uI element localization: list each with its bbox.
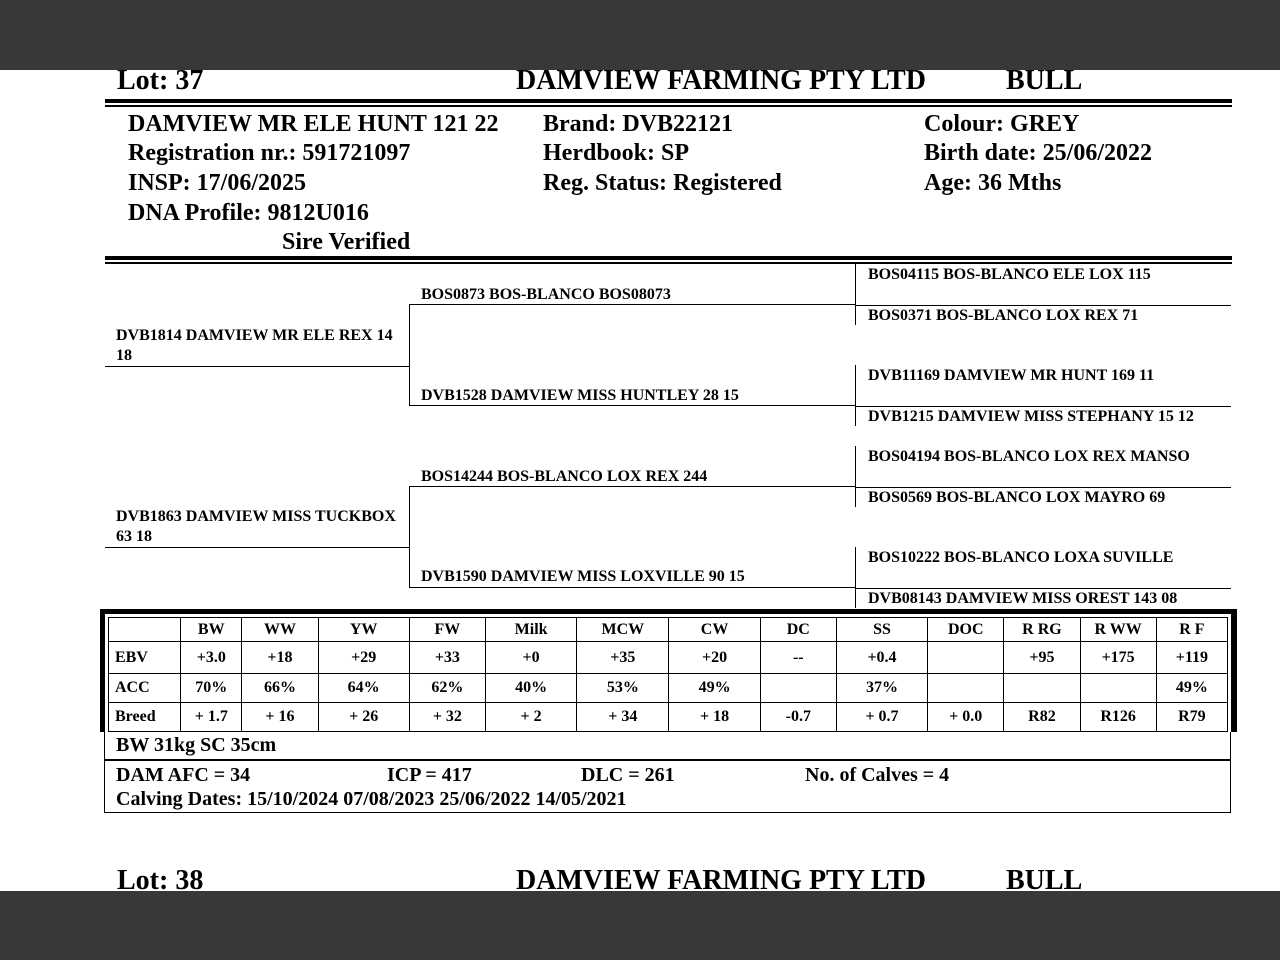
animal-name: DAMVIEW MR ELE HUNT 121 22: [128, 111, 499, 137]
table-cell: 70%: [181, 674, 242, 703]
table-cell: [1004, 674, 1080, 703]
sire-dam-name: DVB1528 DAMVIEW MISS HUNTLEY 28 15: [421, 387, 739, 404]
table-cell: -0.7: [760, 703, 836, 732]
dam-stats-box: [104, 761, 1231, 813]
dam-dam-name: DVB1590 DAMVIEW MISS LOXVILLE 90 15: [421, 568, 745, 585]
measurements-box: [104, 732, 1231, 761]
header-cell: FW: [409, 618, 485, 642]
ggp-name: DVB11169 DAMVIEW MR HUNT 169 11: [868, 367, 1155, 384]
viewer-top-bar: [0, 0, 1280, 70]
ggp-connector-2: [855, 365, 856, 426]
table-cell: + 34: [577, 703, 669, 732]
header-cell: [109, 618, 181, 642]
reg-status: Reg. Status: Registered: [543, 170, 782, 196]
header-rule: [105, 99, 1232, 103]
table-cell: 66%: [242, 674, 318, 703]
ggp-name: DVB08143 DAMVIEW MISS OREST 143 08: [868, 590, 1178, 607]
table-cell: [928, 674, 1004, 703]
header-cell: YW: [318, 618, 409, 642]
table-cell: --: [760, 642, 836, 674]
ebv-header-row: [109, 618, 1228, 642]
table-cell: [1080, 674, 1156, 703]
sex-label: BULL: [1006, 865, 1083, 891]
ggp-connector-3: [855, 446, 856, 507]
calving-dates: Calving Dates: 15/10/2024 07/08/2023 25/06/2022 14/05/2021: [116, 788, 627, 810]
dlc: DLC = 261: [581, 764, 675, 786]
table-cell: R79: [1156, 703, 1227, 732]
age: Age: 36 Mths: [924, 170, 1062, 196]
table-cell: 49%: [669, 674, 760, 703]
dam-connector: [409, 486, 410, 588]
table-cell: + 0.0: [928, 703, 1004, 732]
ggp-name: BOS0371 BOS-BLANCO LOX REX 71: [868, 307, 1139, 324]
viewer-bottom-bar: [0, 891, 1280, 960]
header-cell: R F: [1156, 618, 1227, 642]
farm-name: DAMVIEW FARMING PTY LTD: [516, 70, 926, 96]
measurements: BW 31kg SC 35cm: [116, 734, 277, 756]
sire-name: DVB1814 DAMVIEW MR ELE REX 14 18: [116, 327, 393, 364]
table-cell: [928, 642, 1004, 674]
birth-date: Birth date: 25/06/2022: [924, 140, 1152, 166]
ebv-frame-top: [100, 609, 1237, 614]
table-cell: 53%: [577, 674, 669, 703]
header-cell: DC: [760, 618, 836, 642]
ebv-frame-right: [1231, 609, 1237, 732]
breed-row: [109, 703, 1228, 732]
header-cell: DOC: [928, 618, 1004, 642]
pedigree-top-rule: [105, 256, 1232, 260]
dam-line: [105, 547, 409, 548]
row-label: EBV: [109, 642, 181, 674]
header-cell: BW: [181, 618, 242, 642]
header-cell: SS: [836, 618, 927, 642]
header-cell: MCW: [577, 618, 669, 642]
table-cell: + 2: [485, 703, 576, 732]
ggp-name: BOS04115 BOS-BLANCO ELE LOX 115: [868, 266, 1151, 283]
sire-line: [105, 366, 409, 367]
table-cell: + 32: [409, 703, 485, 732]
number-of-calves: No. of Calves = 4: [805, 764, 950, 786]
ebv-table: [108, 617, 1228, 732]
table-cell: + 18: [669, 703, 760, 732]
ggp-name: DVB1215 DAMVIEW MISS STEPHANY 15 12: [868, 408, 1194, 425]
table-cell: +35: [577, 642, 669, 674]
table-cell: +18: [242, 642, 318, 674]
table-cell: +33: [409, 642, 485, 674]
table-cell: 37%: [836, 674, 927, 703]
table-cell: +119: [1156, 642, 1227, 674]
document-page: [0, 70, 1280, 891]
header-cell: CW: [669, 618, 760, 642]
table-cell: R126: [1080, 703, 1156, 732]
ggp-connector-1: [855, 264, 856, 325]
colour: Colour: GREY: [924, 111, 1080, 137]
dam-afc: DAM AFC = 34: [116, 764, 251, 786]
table-cell: 40%: [485, 674, 576, 703]
table-cell: + 0.7: [836, 703, 927, 732]
sire-connector: [409, 304, 410, 406]
table-cell: + 1.7: [181, 703, 242, 732]
acc-row: [109, 674, 1228, 703]
insp-date: INSP: 17/06/2025: [128, 170, 307, 196]
lot-label: Lot: 37: [117, 70, 204, 96]
dam-sire-name: BOS14244 BOS-BLANCO LOX REX 244: [421, 468, 708, 485]
table-cell: +0: [485, 642, 576, 674]
dd-line: [409, 587, 855, 588]
dna-profile: DNA Profile: 9812U016: [128, 200, 369, 226]
ebv-row: [109, 642, 1228, 674]
header-cell: R WW: [1080, 618, 1156, 642]
header-rule-thin: [105, 105, 1232, 107]
ggp-name: BOS10222 BOS-BLANCO LOXA SUVILLE: [868, 549, 1174, 566]
table-cell: [760, 674, 836, 703]
table-cell: 49%: [1156, 674, 1227, 703]
table-cell: +175: [1080, 642, 1156, 674]
herdbook: Herdbook: SP: [543, 140, 690, 166]
sire-verified: Sire Verified: [282, 229, 411, 255]
table-cell: + 26: [318, 703, 409, 732]
row-label: Breed: [109, 703, 181, 732]
table-cell: R82: [1004, 703, 1080, 732]
ggp-name: BOS04194 BOS-BLANCO LOX REX MANSO: [868, 448, 1190, 465]
farm-name: DAMVIEW FARMING PTY LTD: [516, 865, 926, 891]
table-cell: + 16: [242, 703, 318, 732]
pedigree-top-rule-thin: [105, 262, 1232, 264]
registration-number: Registration nr.: 591721097: [128, 140, 411, 166]
table-cell: +0.4: [836, 642, 927, 674]
ggp-connector-4: [855, 547, 856, 608]
table-cell: +20: [669, 642, 760, 674]
header-cell: R RG: [1004, 618, 1080, 642]
table-cell: 62%: [409, 674, 485, 703]
dam-name: DVB1863 DAMVIEW MISS TUCKBOX 63 18: [116, 508, 396, 545]
ggp-name: BOS0569 BOS-BLANCO LOX MAYRO 69: [868, 489, 1166, 506]
table-cell: 64%: [318, 674, 409, 703]
brand: Brand: DVB22121: [543, 111, 734, 137]
ebv-frame-left: [100, 609, 105, 732]
icp: ICP = 417: [387, 764, 472, 786]
header-cell: WW: [242, 618, 318, 642]
lot-label: Lot: 38: [117, 865, 204, 891]
row-label: ACC: [109, 674, 181, 703]
sex-label: BULL: [1006, 70, 1083, 96]
table-cell: +95: [1004, 642, 1080, 674]
header-cell: Milk: [485, 618, 576, 642]
table-cell: +29: [318, 642, 409, 674]
table-cell: +3.0: [181, 642, 242, 674]
sire-sire-name: BOS0873 BOS-BLANCO BOS08073: [421, 286, 671, 303]
